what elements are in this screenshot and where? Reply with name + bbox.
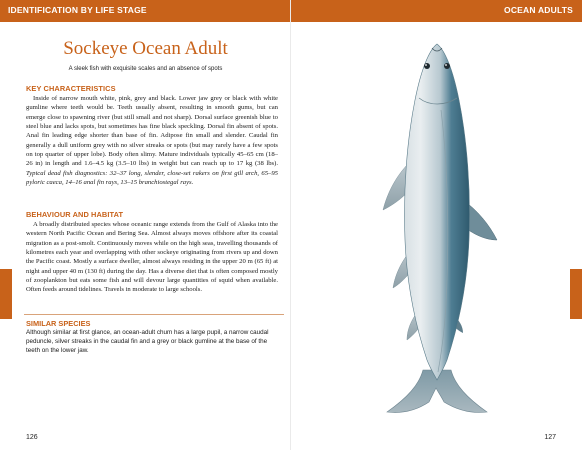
- right-page: [291, 0, 582, 450]
- left-banner-title: IDENTIFICATION BY LIFE STAGE: [8, 5, 147, 15]
- similar-species-text: Although similar at first glance, an ocean-adult chum has a large pupil, a narrow caudal peduncle, silver streaks in the caudal fin and a grey or black gumline at the base of the teeth on the lower jaw.: [26, 329, 269, 354]
- key-characteristics-body: Inside of narrow mouth white, pink, grey and black. Lower jaw grey or black with white gumline where teeth would be. Teeth usually absent, resulting in smooth gums, but can emerge close to spawning river (but still small and not sharp). Dorsal surface greenish blue to steel blue and lacks spots, but sometimes has fine black speckling. Dorsal fin absent of spots. Anal fin leading edge shorter than base of fin. Adipose fin small and slender. Caudal fin generally a dull uniform grey with no silver streaks or spots (but may rarely have a few spots on top quarter of upper lobe). Body often slimy. Mature individuals typically 45–65 cm (18–26 in) in length and 1.6–4.5 kg (3.5–10 lbs) in weight but can reach up to 17 kg (38 lbs).: [26, 95, 278, 168]
- right-banner-title: OCEAN ADULTS: [504, 5, 573, 15]
- right-page-number: 127: [544, 434, 556, 441]
- dead-fish-diagnostics: Typical dead fish diagnostics: 32–37 long, slender, close-set rakers on first gill arch, 65–95 pyloric caeca, 14–16 anal fin rays, 13–15 branchiostegal rays.: [26, 169, 278, 187]
- left-page-number: 126: [26, 434, 38, 441]
- right-thumb-tab: [570, 269, 582, 319]
- page-title: Sockeye Ocean Adult: [63, 38, 228, 59]
- similar-species-box: [24, 314, 284, 359]
- left-thumb-tab: [0, 269, 12, 319]
- similar-species-heading: SIMILAR SPECIES: [26, 319, 91, 328]
- eye-icon: [424, 63, 430, 69]
- page-subtitle: A sleek fish with exquisite scales and an absence of spots: [68, 66, 223, 72]
- key-characteristics-heading: KEY CHARACTERISTICS: [26, 84, 116, 93]
- behaviour-text: A broadly distributed species whose oceanic range extends from the Gulf of Alaska into the western North Pacific Ocean and Bering Sea. Almost always moves offshore after its coastal migration as a post-smolt. Continuously moves while on the high seas, travelling thousands of kilometres each year and overlapping with other sockeye originating from rivers up and down the Pacific coast. Mostly a surface dweller, almost always residing in the upper 20 m (65 ft) at night and upper 40 m (130 ft) during the day. Has a diverse diet that is often composed mostly of zooplankton but eats some fish and will devour large quantities of squid when available. Often feeds around tidelines. Travels in moderate to large schools.: [26, 221, 278, 294]
- behaviour-heading: BEHAVIOUR AND HABITAT: [26, 210, 124, 219]
- left-header-banner: [0, 0, 291, 22]
- key-characteristics-text: [26, 94, 278, 187]
- sockeye-fish-illustration: [291, 0, 582, 450]
